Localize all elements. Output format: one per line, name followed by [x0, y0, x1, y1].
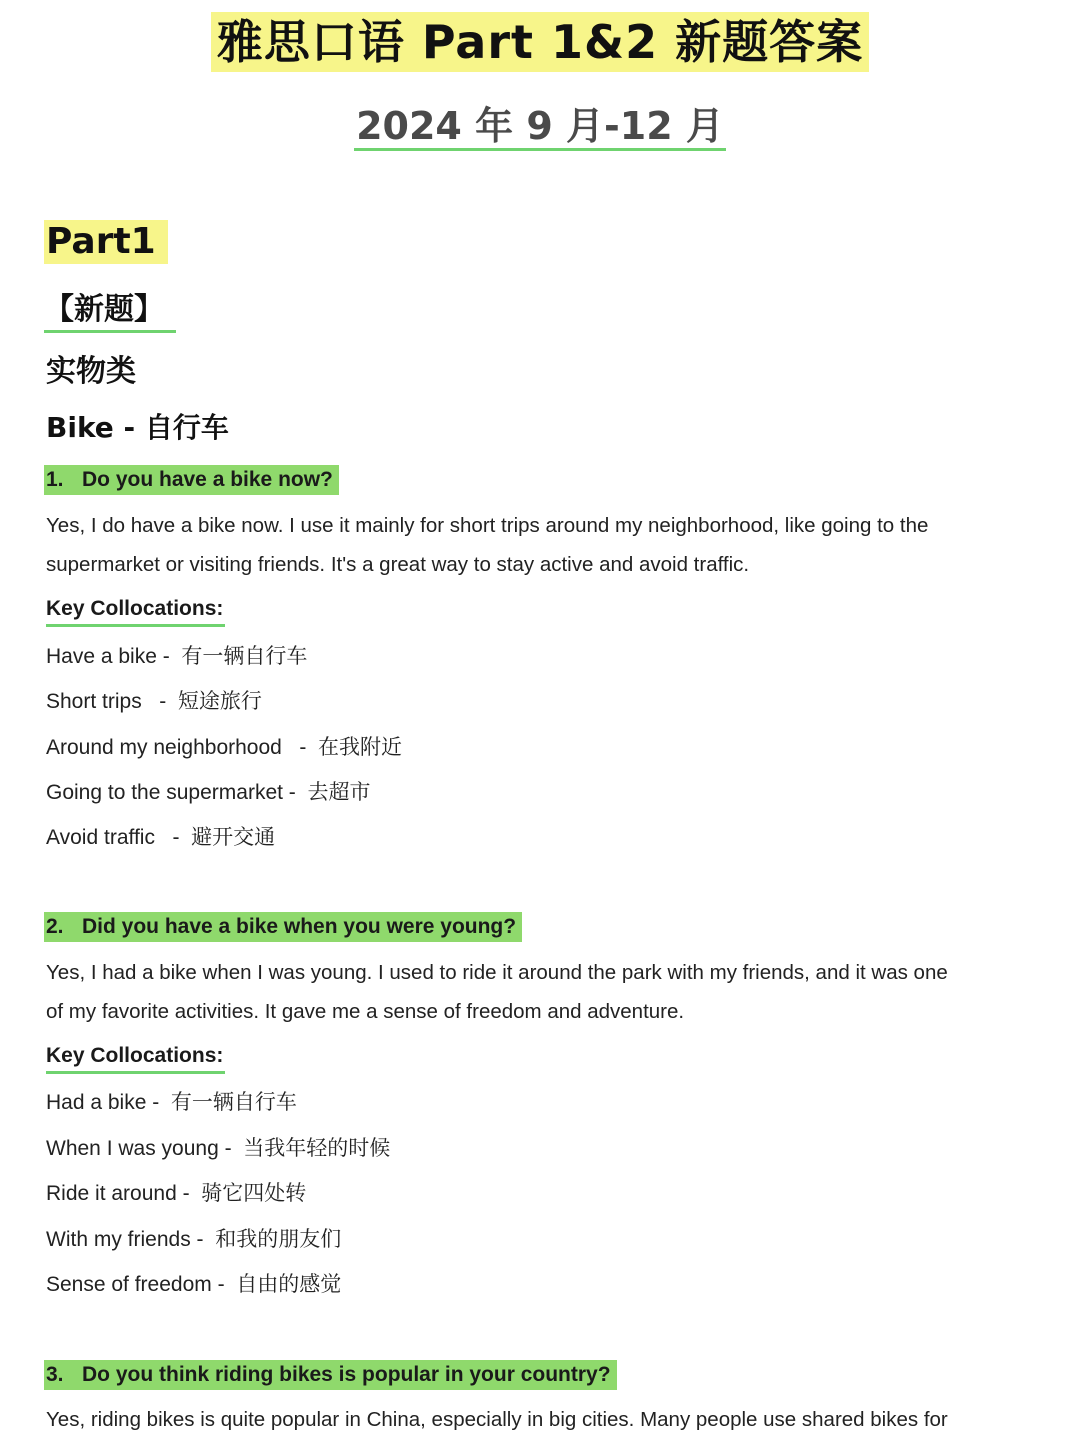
question-2	[44, 912, 522, 942]
question-number: 3.	[46, 1363, 64, 1386]
collocation-chinese: 避开交通	[191, 825, 276, 849]
collocation-item	[46, 1087, 297, 1118]
collocation-item	[46, 732, 402, 763]
collocation-chinese: 骑它四处转	[201, 1181, 307, 1205]
title-block	[0, 12, 1080, 72]
document-title: 雅思口语 Part 1&2 新题答案	[211, 12, 869, 72]
key-collocations-label: Key Collocations:	[46, 594, 225, 627]
collocation-item	[46, 1178, 306, 1209]
part-heading: Part1	[44, 220, 168, 264]
collocation-english: Ride it around -	[46, 1182, 202, 1205]
answer-1-line-2: supermarket or visiting friends. It's a great way to stay active and avoid traffic.	[46, 553, 750, 576]
collocation-item	[46, 777, 370, 808]
document-subtitle-date-range: 2024 年 9 月-12 月	[354, 104, 726, 151]
answer-2-line-1: Yes, I had a bike when I was young. I used to ride it around the park with my friends, and it was one	[46, 961, 948, 984]
new-questions-tag: 【新题】	[44, 290, 176, 333]
collocation-item	[46, 1224, 341, 1255]
answer-3-line-1: Yes, riding bikes is quite popular in China, especially in big cities. Many people use shared bikes for	[46, 1408, 948, 1431]
collocation-chinese: 和我的朋友们	[215, 1227, 342, 1251]
question-1	[44, 465, 339, 495]
answer-1-line-1: Yes, I do have a bike now. I use it mainly for short trips around my neighborhood, like going to the	[46, 514, 929, 537]
topic-heading: Bike - 自行车	[46, 411, 229, 444]
subtitle-block	[0, 104, 1080, 151]
collocation-chinese: 短途旅行	[177, 689, 262, 713]
question-text: Did you have a bike when you were young?	[82, 915, 517, 938]
collocation-english: Around my neighborhood -	[46, 736, 318, 759]
question-3	[44, 1360, 617, 1390]
collocation-item	[46, 822, 275, 853]
collocation-chinese: 在我附近	[318, 735, 402, 759]
category-heading: 实物类	[46, 354, 136, 389]
collocation-english: Sense of freedom -	[46, 1273, 237, 1296]
collocation-english: When I was young -	[46, 1137, 244, 1160]
answer-2-line-2: of my favorite activities. It gave me a sense of freedom and adventure.	[46, 1000, 685, 1023]
collocation-english: Going to the supermarket -	[46, 781, 308, 804]
collocation-item	[46, 686, 262, 717]
collocation-chinese: 有一辆自行车	[170, 1090, 297, 1114]
collocation-chinese: 自由的感觉	[236, 1272, 342, 1296]
collocation-english: Avoid traffic -	[46, 826, 192, 849]
collocation-english: Short trips -	[46, 690, 178, 713]
question-text: Do you think riding bikes is popular in your country?	[82, 1363, 611, 1386]
collocation-item	[46, 1269, 341, 1300]
collocation-english: Had a bike -	[46, 1091, 171, 1114]
question-number: 2.	[46, 915, 64, 938]
key-collocations-label: Key Collocations:	[46, 1041, 225, 1074]
collocation-english: Have a bike -	[46, 645, 182, 668]
collocation-item	[46, 641, 307, 672]
question-text: Do you have a bike now?	[82, 468, 333, 491]
collocation-english: With my friends -	[46, 1228, 216, 1251]
question-number: 1.	[46, 468, 64, 491]
collocation-item	[46, 1133, 390, 1164]
collocation-chinese: 有一辆自行车	[181, 644, 308, 668]
collocation-chinese: 去超市	[307, 780, 371, 804]
collocation-chinese: 当我年轻的时候	[243, 1136, 391, 1160]
